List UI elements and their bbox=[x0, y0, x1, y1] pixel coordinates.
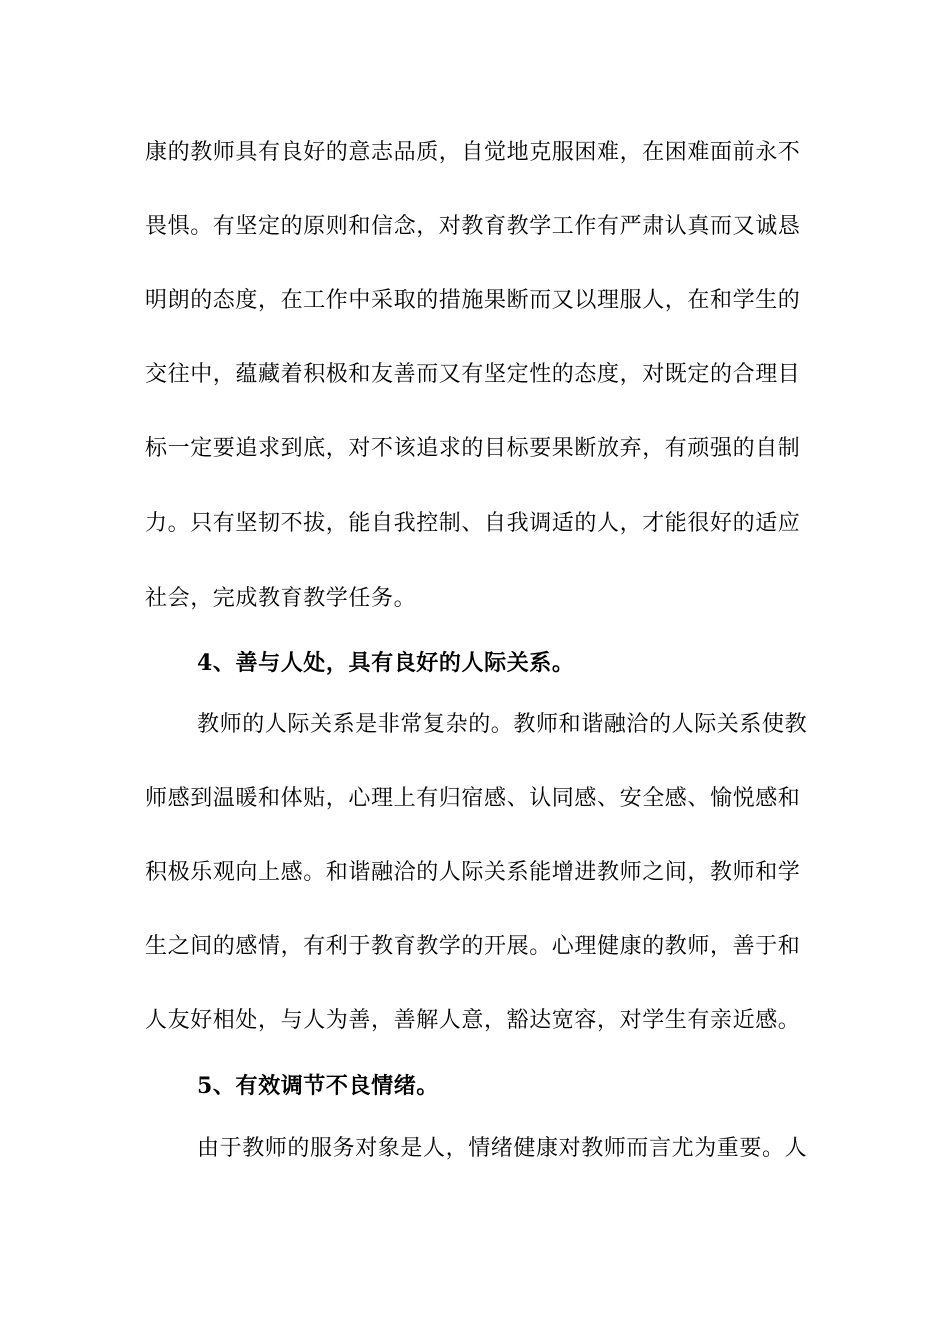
paragraph-line: 人友好相处，与人为善，善解人意，豁达宽容，对学生有亲近感。 bbox=[145, 1008, 801, 1033]
paragraph-line: 社会，完成教育教学任务。 bbox=[145, 586, 417, 611]
paragraph-line: 教师的人际关系是非常复杂的。教师和谐融洽的人际关系使教 bbox=[197, 712, 808, 737]
paragraph-line: 交往中，蕴藏着积极和友善而又有坚定性的态度，对既定的合理目 bbox=[145, 362, 801, 387]
paragraph-line: 畏惧。有坚定的原则和信念，对教育教学工作有严肃认真而又诚恳 bbox=[145, 214, 801, 239]
paragraph-line: 生之间的感情，有利于教育教学的开展。心理健康的教师，善于和 bbox=[145, 934, 801, 959]
paragraph-line: 明朗的态度，在工作中采取的措施果断而又以理服人，在和学生的 bbox=[145, 288, 801, 313]
section-heading: 5、有效调节不良情绪。 bbox=[197, 1073, 439, 1099]
section-heading: 4、善与人处，具有良好的人际关系。 bbox=[197, 650, 575, 676]
paragraph-line: 标一定要追求到底，对不该追求的目标要果断放弃，有顽强的自制 bbox=[145, 436, 801, 461]
paragraph-line: 由于教师的服务对象是人，情绪健康对教师而言尤为重要。人 bbox=[197, 1136, 808, 1161]
paragraph-line: 师感到温暖和体贴，心理上有归宿感、认同感、安全感、愉悦感和 bbox=[145, 786, 801, 811]
paragraph-line: 康的教师具有良好的意志品质，自觉地克服困难，在困难面前永不 bbox=[145, 140, 801, 165]
paragraph-line: 力。只有坚韧不拔，能自我控制、自我调适的人，才能很好的适应 bbox=[145, 511, 801, 536]
paragraph-line: 积极乐观向上感。和谐融洽的人际关系能增进教师之间，教师和学 bbox=[145, 860, 801, 885]
